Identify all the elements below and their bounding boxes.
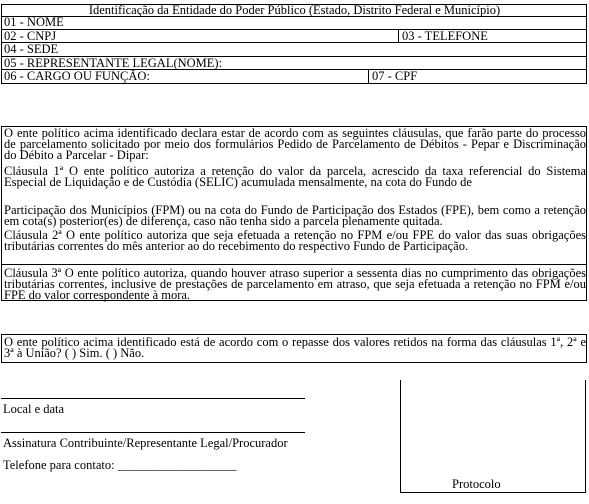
telefone-contato bbox=[3, 460, 236, 471]
row-divider bbox=[1, 29, 587, 30]
protocolo-right-border bbox=[585, 380, 586, 492]
telefone-contato-label: Telefone para contato: bbox=[3, 458, 115, 472]
intro-text: O ente político acima identificado declara estar de acordo com as seguintes cláusulas, que farão parte do processo de parcelamento solicitado por meio dos formulários Pedido de Parcelamento de Débitos - Pepar e Discriminação do Débito a Parcelar - Dipar: bbox=[4, 126, 586, 162]
telefone-contato-input[interactable]: ___________________ bbox=[117, 458, 237, 472]
local-data-line[interactable] bbox=[1, 398, 305, 399]
field-cargo[interactable]: 06 - CARGO OU FUNÇÃO: bbox=[4, 69, 150, 83]
field-representante[interactable]: 05 - REPRESENTANTE LEGAL(NOME): bbox=[4, 56, 223, 70]
clausula-2 bbox=[4, 230, 586, 252]
protocolo-left-border bbox=[400, 380, 401, 492]
protocolo-label: Protocolo bbox=[452, 477, 501, 491]
field-telefone[interactable]: 03 - TELEFONE bbox=[402, 29, 488, 43]
clausula-3-text: Cláusula 3ª O ente político autoriza, quando houver atraso superior a sessenta dias no cumprimento das obrigações tributárias correntes, inclusive de prestações de parcelamento em atraso, que seja efetuada a retenção no FPM e/ou FPE do valor correspondente à mora. bbox=[4, 266, 586, 302]
assinatura-line[interactable] bbox=[1, 432, 305, 433]
row-divider bbox=[1, 42, 587, 43]
row-divider bbox=[1, 16, 587, 17]
field-sede[interactable]: 04 - SEDE bbox=[4, 42, 59, 56]
table-title: Identificação da Entidade do Poder Público (Estado, Distrito Federal e Município) bbox=[88, 3, 501, 17]
column-divider bbox=[368, 69, 369, 84]
repasse-question bbox=[4, 337, 586, 359]
assinatura-label: Assinatura Contribuinte/Representante Legal/Procurador bbox=[3, 436, 288, 450]
repasse-text: O ente político acima identificado está de acordo com o repasse dos valores retidos na forma das cláusulas 1ª, 2ª e 3ª à União? ( ) Sim. ( ) Não. bbox=[4, 335, 586, 360]
local-data-label: Local e data bbox=[3, 402, 65, 416]
clausula-1-part-a bbox=[4, 166, 586, 188]
clausula-2-text: Cláusula 2ª O ente político autoriza que seja efetuada a retenção no FPM e/ou FPE do valor das suas obrigações tributárias correntes do mês anterior ao do recebimento do respectivo Fundo de Participação. bbox=[4, 228, 586, 253]
declaration-intro bbox=[4, 128, 586, 161]
clausula-3 bbox=[4, 268, 586, 301]
field-cpf[interactable]: 07 - CPF bbox=[372, 69, 418, 83]
protocolo-bottom-border bbox=[400, 492, 586, 493]
field-cnpj[interactable]: 02 - CNPJ bbox=[4, 29, 57, 43]
clausula-1-part-b bbox=[4, 205, 586, 227]
clausula-1a-text: Cláusula 1ª O ente político autoriza a retenção do valor da parcela, acrescido da taxa referencial do Sistema Especial de Liquidação e de Custódia (SELIC) acumulada mensalmente, na cota do Fundo de bbox=[4, 164, 586, 189]
clausula-1b-text: Participação dos Municípios (FPM) ou na cota do Fundo de Participação dos Estados (FPE), bem como a retenção em cota(s) posterior(es) de diferença, caso não tenha sido a parcela plenamente quitada. bbox=[4, 203, 586, 228]
column-divider bbox=[398, 29, 399, 42]
clausula-divider bbox=[1, 264, 587, 265]
field-nome[interactable]: 01 - NOME bbox=[4, 15, 64, 29]
